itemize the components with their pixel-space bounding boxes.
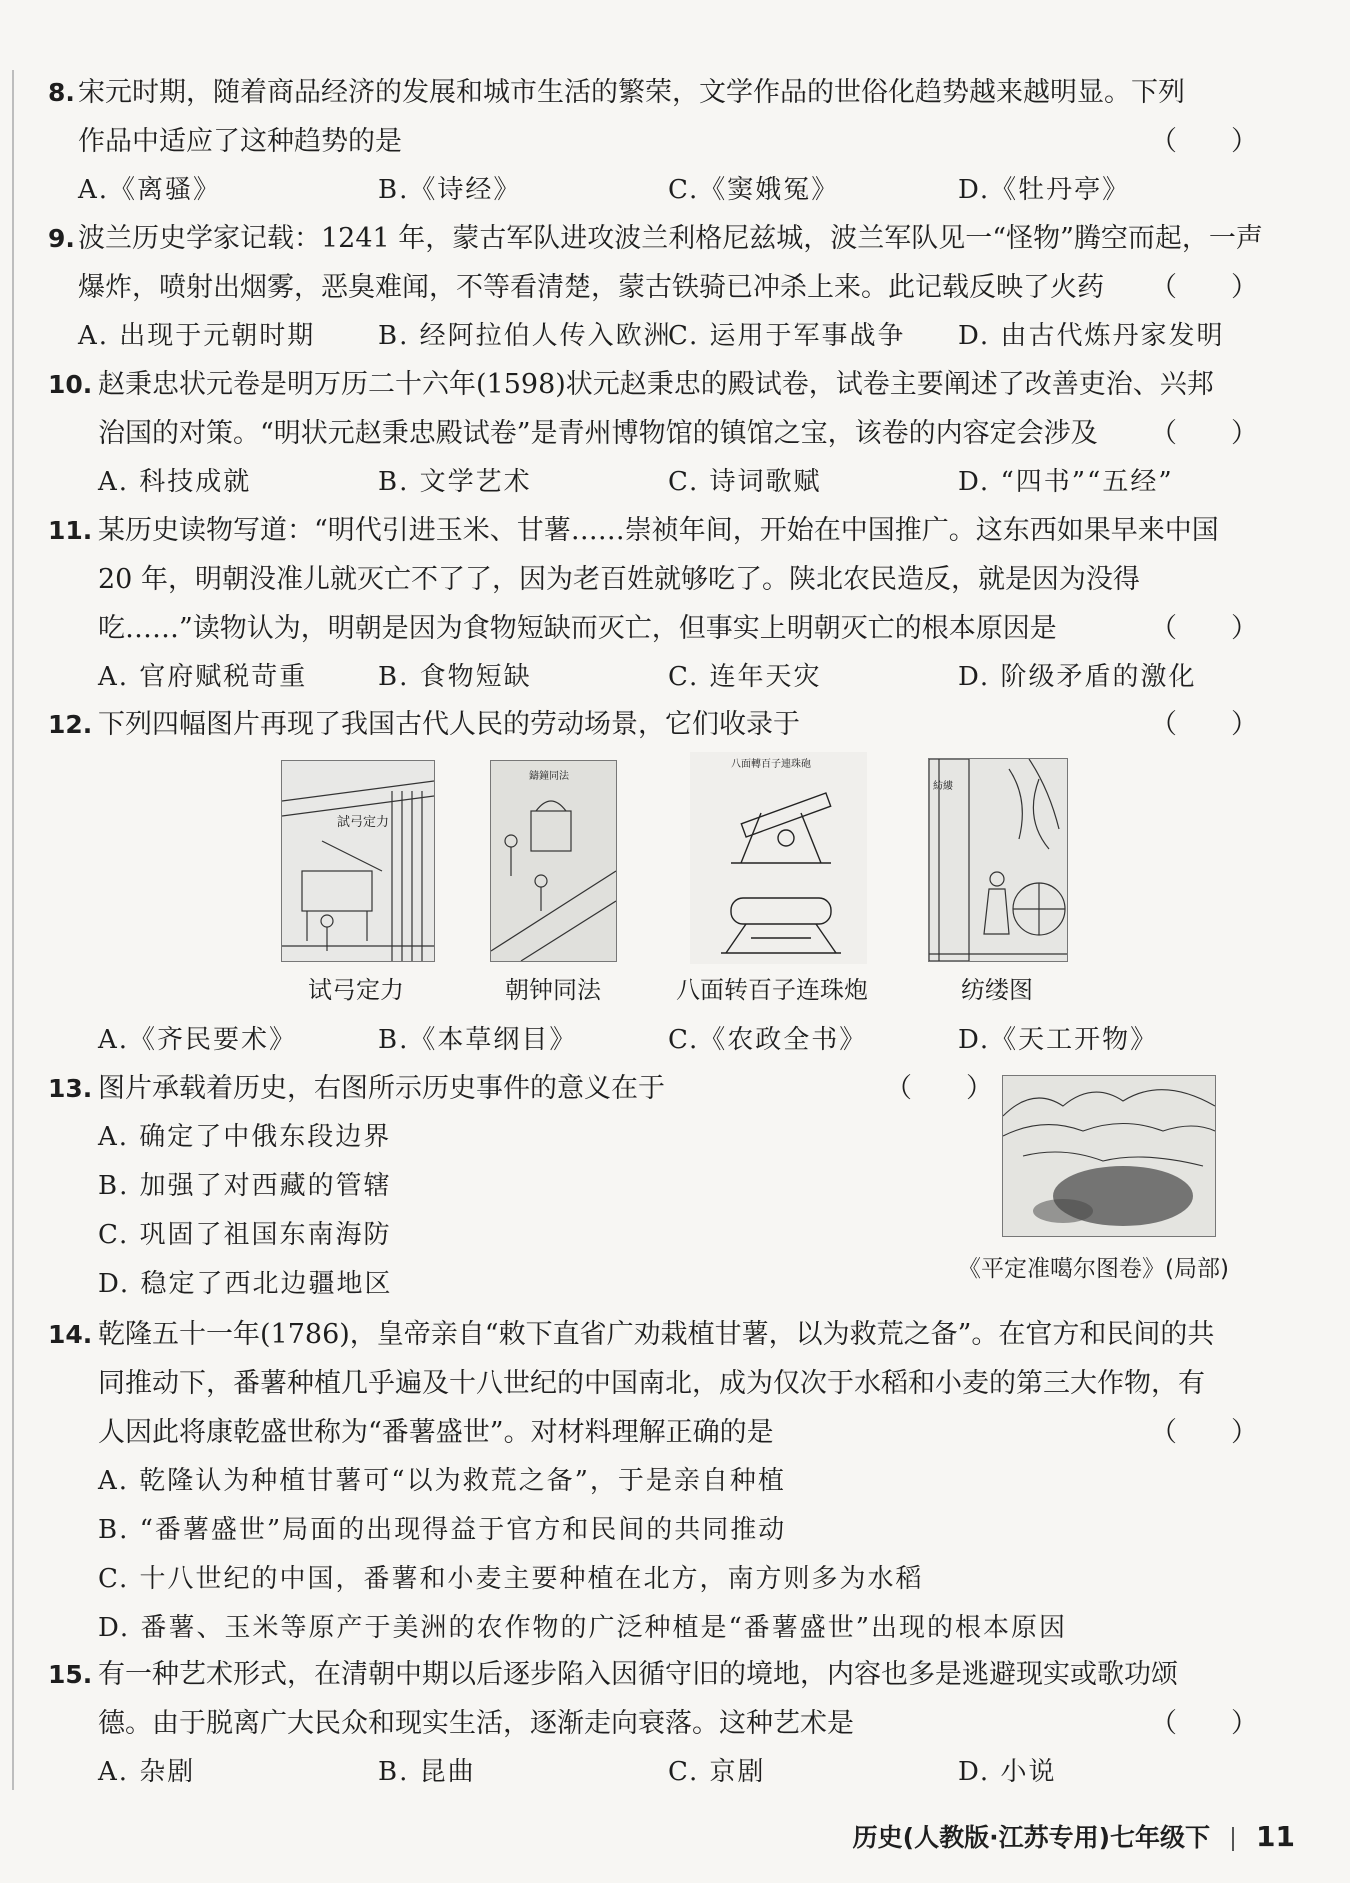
question-number: 10. — [48, 370, 93, 399]
option-row — [48, 166, 1258, 215]
question-12-options — [48, 1016, 1258, 1065]
question-text: 吃……”读物认为，明朝是因为食物短缺而灭亡，但事实上明朝灭亡的根本原因是 — [98, 613, 1057, 644]
option-a[interactable]: A.《齐民要术》 — [98, 1025, 298, 1055]
page-number: 11 — [1256, 1820, 1295, 1853]
caption-3: 八面转百子连珠炮 — [676, 976, 868, 1004]
option-d[interactable]: D.《牡丹亭》 — [958, 175, 1131, 205]
option-a[interactable]: A. 科技成就 — [98, 467, 252, 497]
question-number: 11. — [48, 516, 93, 545]
margin-line — [12, 70, 14, 1790]
question-10 — [48, 360, 1258, 507]
option-row — [48, 653, 1258, 702]
option-d[interactable]: D. 稳定了西北边疆地区 — [98, 1269, 393, 1299]
option-b[interactable]: B. 文学艺术 — [378, 467, 532, 497]
image-chao-zhong-tong-fa — [490, 760, 617, 962]
option-b[interactable]: B. 经阿拉伯人传入欧洲 — [378, 321, 672, 351]
option-c[interactable]: C. 连年天灾 — [668, 662, 822, 692]
option-b[interactable]: B. 食物短缺 — [378, 662, 532, 692]
question-text: 爆炸，喷射出烟雾，恶臭难闻，不等看清楚，蒙古铁骑已冲杀上来。此记载反映了火药 — [78, 272, 1104, 303]
option-b[interactable]: B.《诗经》 — [378, 175, 522, 205]
option-b[interactable]: B. 加强了对西藏的管辖 — [98, 1171, 392, 1201]
image-shi-gong-ding-li — [281, 760, 435, 962]
caption-4: 纺缕图 — [961, 976, 1033, 1004]
question-11 — [48, 506, 1258, 702]
option-c[interactable]: C. 巩固了祖国东南海防 — [98, 1220, 392, 1250]
question-15 — [48, 1650, 1258, 1797]
option-d[interactable]: D. 由古代炼丹家发明 — [958, 321, 1225, 351]
answer-bracket[interactable]: （ ） — [1150, 272, 1258, 303]
image-inscription: 鑄鐘同法 — [529, 771, 569, 782]
question-number: 8. — [48, 78, 75, 107]
question-text: 波兰历史学家记载：1241 年，蒙古军队进攻波兰利格尼兹城，波兰军队见一“怪物”腾空而起，一声 — [78, 223, 1263, 254]
option-c[interactable]: C. 诗词歌赋 — [668, 467, 822, 497]
option-c[interactable]: C.《窦娥冤》 — [668, 175, 840, 205]
option-row — [48, 1748, 1258, 1797]
answer-bracket[interactable]: （ ） — [885, 1073, 993, 1104]
question-9 — [48, 214, 1263, 361]
spinning-wheel-illustration — [929, 759, 1067, 961]
question-14 — [48, 1310, 1258, 1653]
caption-2: 朝钟同法 — [505, 976, 601, 1004]
answer-bracket[interactable]: （ ） — [1150, 418, 1258, 449]
question-number: 12. — [48, 710, 93, 739]
question-text: 治国的对策。“明状元赵秉忠殿试卷”是青州博物馆的镇馆之宝，该卷的内容定会涉及 — [98, 418, 1098, 449]
archery-workshop-illustration — [282, 761, 434, 961]
option-d[interactable]: D. 番薯、玉米等原产于美洲的农作物的广泛种植是“番薯盛世”出现的根本原因 — [98, 1613, 1068, 1643]
question-text: 德。由于脱离广大民众和现实生活，逐渐走向衰落。这种艺术是 — [98, 1708, 854, 1739]
battle-scroll-illustration — [1003, 1076, 1215, 1236]
question-text: 赵秉忠状元卷是明万历二十六年(1598)状元赵秉忠的殿试卷，试卷主要阐述了改善吏治、兴邦 — [98, 369, 1214, 400]
question-text: 宋元时期，随着商品经济的发展和城市生活的繁荣，文学作品的世俗化趋势越来越明显。下列 — [78, 77, 1185, 108]
image-inscription: 八面轉百子連珠砲 — [731, 759, 811, 770]
image-inscription: 紡縷 — [933, 781, 953, 792]
answer-bracket[interactable]: （ ） — [1150, 709, 1258, 740]
option-c[interactable]: C. 京剧 — [668, 1757, 766, 1787]
bell-casting-illustration — [491, 761, 616, 961]
question-text: 某历史读物写道：“明代引进玉米、甘薯……崇祯年间，开始在中国推广。这东西如果早来中国 — [98, 515, 1219, 546]
option-a[interactable]: A.《离骚》 — [78, 175, 222, 205]
option-row — [48, 312, 1258, 361]
option-d[interactable]: D. “四书”“五经” — [958, 467, 1174, 497]
option-b[interactable]: B. 昆曲 — [378, 1757, 476, 1787]
option-row — [48, 458, 1258, 507]
image-inscription: 試弓定力 — [337, 815, 390, 830]
option-c[interactable]: C. 运用于军事战争 — [668, 321, 906, 351]
option-list — [48, 1457, 1258, 1653]
question-text: 同推动下，番薯种植几乎遍及十八世纪的中国南北，成为仅次于水稻和小麦的第三大作物，有 — [98, 1368, 1205, 1399]
question-13 — [48, 1064, 993, 1309]
option-a[interactable]: A. 官府赋税苛重 — [98, 662, 308, 692]
question-text: 图片承载着历史，右图所示历史事件的意义在于 — [98, 1073, 665, 1104]
option-d[interactable]: D.《天工开物》 — [958, 1025, 1159, 1055]
footer-divider — [1232, 1827, 1234, 1851]
option-b[interactable]: B. “番薯盛世”局面的出现得益于官方和民间的共同推动 — [98, 1515, 787, 1545]
question-number: 15. — [48, 1660, 93, 1689]
book-title: 历史(人教版·江苏专用)七年级下 — [852, 1823, 1211, 1852]
question-text: 下列四幅图片再现了我国古代人民的劳动场景，它们收录于 — [98, 709, 800, 740]
image-caption: 《平定准噶尔图卷》(局部) — [958, 1256, 1229, 1282]
question-number: 14. — [48, 1320, 93, 1349]
option-list — [48, 1113, 948, 1309]
question-number: 9. — [48, 224, 75, 253]
option-a[interactable]: A. 出现于元朝时期 — [78, 321, 316, 351]
option-a[interactable]: A. 杂剧 — [98, 1757, 196, 1787]
option-row — [48, 1016, 1258, 1065]
image-ba-mian-zhuan-pao — [690, 752, 867, 964]
option-d[interactable]: D. 小说 — [958, 1757, 1057, 1787]
question-number: 13. — [48, 1074, 93, 1103]
question-text: 乾隆五十一年(1786)，皇帝亲自“敕下直省广劝栽植甘薯，以为救荒之备”。在官方和民间的共 — [98, 1319, 1215, 1350]
option-a[interactable]: A. 确定了中俄东段边界 — [98, 1122, 392, 1152]
option-b[interactable]: B.《本草纲目》 — [378, 1025, 578, 1055]
cannon-illustration — [691, 753, 866, 963]
option-d[interactable]: D. 阶级矛盾的激化 — [958, 662, 1197, 692]
page-footer — [853, 1818, 1295, 1854]
option-a[interactable]: A. 乾隆认为种植甘薯可“以为救荒之备”，于是亲自种植 — [98, 1466, 786, 1496]
question-text: 20 年，明朝没准儿就灭亡不了了，因为老百姓就够吃了。陕北农民造反，就是因为没得 — [98, 564, 1140, 595]
answer-bracket[interactable]: （ ） — [1150, 613, 1258, 644]
answer-bracket[interactable]: （ ） — [1150, 1708, 1258, 1739]
image-ping-ding-zhun-ge-er — [1002, 1075, 1216, 1237]
option-c[interactable]: C. 十八世纪的中国，番薯和小麦主要种植在北方，南方则多为水稻 — [98, 1564, 924, 1594]
question-text: 作品中适应了这种趋势的是 — [78, 126, 402, 157]
question-12 — [48, 700, 1258, 749]
option-c[interactable]: C.《农政全书》 — [668, 1025, 868, 1055]
image-fang-lv-tu — [928, 758, 1068, 962]
answer-bracket[interactable]: （ ） — [1150, 1417, 1258, 1448]
question-text: 人因此将康乾盛世称为“番薯盛世”。对材料理解正确的是 — [98, 1417, 774, 1448]
question-8 — [48, 68, 1258, 215]
question-text: 有一种艺术形式，在清朝中期以后逐步陷入因循守旧的境地，内容也多是逃避现实或歌功颂 — [98, 1659, 1178, 1690]
caption-1: 试弓定力 — [308, 976, 404, 1004]
answer-bracket[interactable]: （ ） — [1150, 126, 1258, 157]
